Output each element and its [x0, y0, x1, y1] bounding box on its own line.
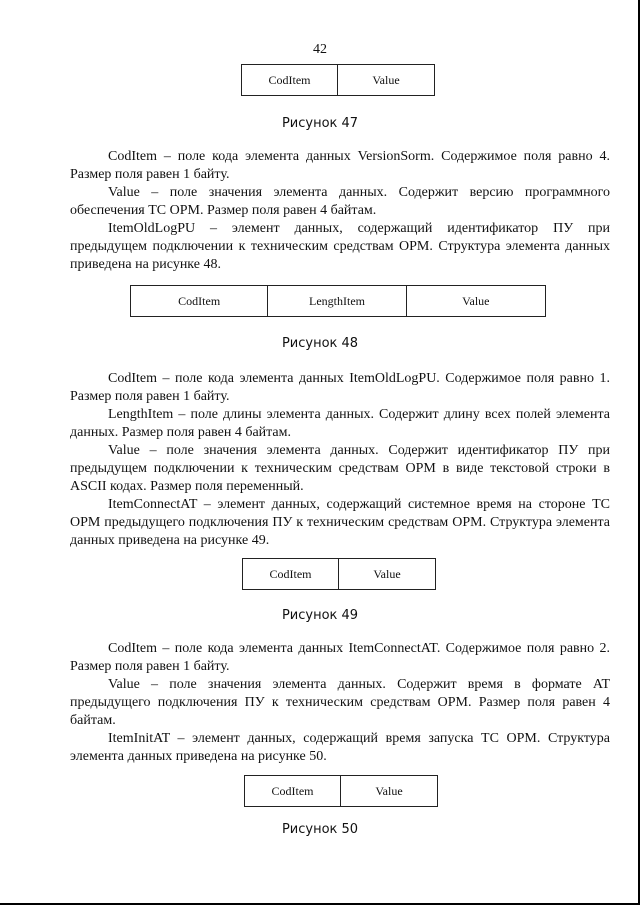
table-cell-coditem: CodItem [242, 65, 338, 95]
paragraph: ItemConnectAT – элемент данных, содержащий системное время на стороне ТС ОРМ предыдущего подключения ПУ к техническим средствам ОРМ. Структура элемента данных приведена на рисунке 49. [70, 497, 610, 548]
paragraph: CodItem – поле кода элемента данных VersionSorm. Содержимое поля равно 4. Размер поля равен 1 байту. [70, 149, 610, 182]
text-block-2 [70, 370, 610, 550]
figure-49-caption: Рисунок 49 [281, 608, 359, 623]
table-cell-value: Value [373, 566, 401, 581]
figure-47-caption: Рисунок 47 [281, 116, 359, 131]
paragraph: Value – поле значения элемента данных. Содержит идентификатор ПУ при предыдущем подключении к техническим средствам ОРМ в виде текстовой строки в ASCII кодах. Размер поля переменный. [70, 443, 610, 494]
text-block-1 [70, 148, 610, 274]
table-cell-value: Value [372, 72, 400, 87]
figure-47-table [241, 64, 435, 96]
table-cell-lengthitem: LengthItem [268, 286, 406, 316]
paragraph: ItemInitAT – элемент данных, содержащий время запуска ТС ОРМ. Структура элемента данных приведена на рисунке 50. [70, 731, 610, 764]
table-cell-value: Value [462, 293, 490, 308]
paragraph: CodItem – поле кода элемента данных ItemOldLogPU. Содержимое поля равно 1. Размер поля равен 1 байту. [70, 371, 610, 404]
paragraph: LengthItem – поле длины элемента данных. Содержит длину всех полей элемента данных. Размер поля равен 4 байтам. [70, 407, 610, 440]
table-cell-value: Value [375, 783, 403, 798]
table-cell-coditem: CodItem [243, 559, 339, 589]
page-number: 42 [313, 42, 327, 57]
paragraph: CodItem – поле кода элемента данных ItemConnectAT. Содержимое поля равно 2. Размер поля равен 1 байту. [70, 641, 610, 674]
paragraph: Value – поле значения элемента данных. Содержит время в формате AT предыдущего подключения ПУ к техническим средствам ОРМ. Размер поля равен 4 байтам. [70, 677, 610, 728]
figure-50-caption: Рисунок 50 [281, 822, 359, 837]
figure-50-table [244, 775, 438, 807]
paragraph: ItemOldLogPU – элемент данных, содержащий идентификатор ПУ при предыдущем подключении к техническим средствам ОРМ. Структура элемента данных приведена на рисунке 48. [70, 221, 610, 272]
figure-48-table [130, 285, 546, 317]
table-cell-coditem: CodItem [131, 286, 268, 316]
text-block-3 [70, 640, 610, 766]
figure-48-caption: Рисунок 48 [281, 336, 359, 351]
table-cell-coditem: CodItem [245, 776, 341, 806]
figure-49-table [242, 558, 436, 590]
paragraph: Value – поле значения элемента данных. Содержит версию программного обеспечения ТС ОРМ. Размер поля равен 4 байтам. [70, 185, 610, 218]
